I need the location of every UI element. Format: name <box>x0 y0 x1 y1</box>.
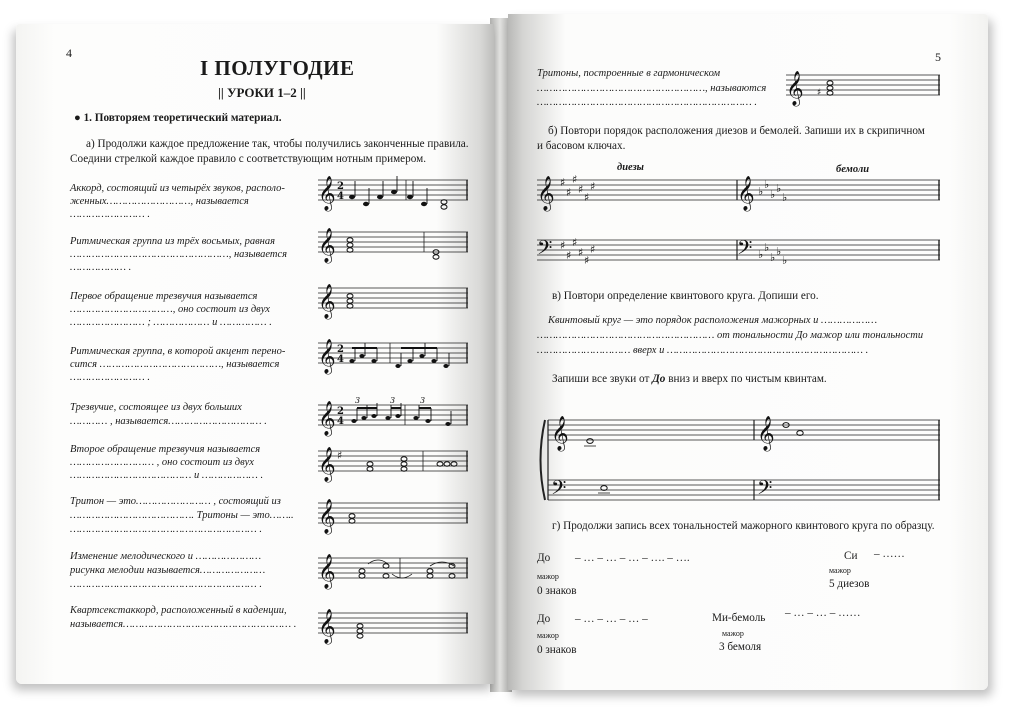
page-title: I ПОЛУГОДИЕ <box>200 56 355 80</box>
section-heading: ● 1. Повторяем теоретический материал. <box>74 112 282 124</box>
left-page-number: 4 <box>66 46 72 60</box>
row2-mode: мажор <box>537 631 559 640</box>
fifths-task-prefix: Запиши все звуки от <box>552 373 653 385</box>
treble-clef-icon: 𝄞 <box>318 609 336 644</box>
fifths-task-suffix: вниз и вверх по чистым квинтам. <box>665 373 827 385</box>
intro-line-1: а) Продолжи каждое предложение так, чтобы получились законченные правила. <box>86 138 469 150</box>
exercise-line: …………………………………………………… . <box>70 524 262 535</box>
exercise-line: …………………… . <box>70 372 150 383</box>
flat-icon: ♭ <box>782 191 788 204</box>
flats-label: бемоли <box>836 164 870 175</box>
treble-clef-icon: 𝄞 <box>318 176 336 211</box>
row2-mid-count: 3 бемоля <box>719 641 762 653</box>
row2-tail: – … – … – …… <box>785 607 861 619</box>
sharp-icon: ♯ <box>572 173 578 186</box>
tritone-line: ………………………………………………, называются <box>537 83 767 94</box>
treble-clef-icon: 𝄞 <box>318 401 336 436</box>
sharp-icon: ♯ <box>590 243 596 256</box>
exercise-line: сится …………………………………, называется <box>70 359 280 370</box>
sharps-label: диезы <box>617 162 644 173</box>
treble-clef-icon: 𝄞 <box>318 554 336 589</box>
exercise-line: …………………………………………………… . <box>70 579 262 590</box>
time-signature-top: 2 <box>337 406 344 417</box>
treble-clef-icon: 𝄞 <box>318 499 336 534</box>
exercise-line: Тритон — это…………………… , состоящий из <box>70 496 281 507</box>
sharp-icon: ♯ <box>578 183 584 196</box>
exercise-line: ……………………… , оно состоит из двух <box>70 457 254 468</box>
bass-clef-icon: 𝄢 <box>757 476 773 504</box>
flat-icon: ♭ <box>764 178 770 191</box>
row2-key: До <box>537 613 551 625</box>
exercise-line: Ритмическая группа из трёх восьмых, равная <box>70 236 276 247</box>
flat-icon: ♭ <box>782 254 788 267</box>
row2-blanks: – … – … – … – <box>575 613 648 625</box>
time-signature-top: 2 <box>337 344 344 355</box>
exercise-line: ……………………………………………, называется <box>70 249 288 260</box>
treble-clef-icon: 𝄞 <box>757 416 775 451</box>
exercise-line: Аккорд, состоящий из четырёх звуков, располо- <box>70 183 285 194</box>
row1-mode: мажор <box>537 572 559 581</box>
circle-definition-line: ………………………………………………… от тональности До мажор или тональности <box>537 330 924 341</box>
exercise-line: Изменение мелодического и ………………… <box>70 551 262 562</box>
exercise-line: ………………………………… и ……………… . <box>70 470 264 481</box>
circle-definition-line: ………………………… вверх и ……………………………………………………… . <box>537 345 869 356</box>
exercise-line: рисунка мелодии называется………………… <box>70 565 266 576</box>
sharp-icon: ♯ <box>566 249 572 262</box>
flat-icon: ♭ <box>770 188 776 201</box>
bass-clef-icon: 𝄢 <box>537 236 553 264</box>
section-heading-text: 1. Повторяем теоретический материал. <box>83 112 282 124</box>
row2-mid-mode: мажор <box>722 629 744 638</box>
exercise-line: …………………………………. Тритоны — это…….. <box>70 510 294 521</box>
intro-line-2: Соедини стрелкой каждое правило с соответствующим нотным примером. <box>70 153 426 165</box>
exercise-line: Ритмическая группа, в которой акцент перено- <box>70 346 286 357</box>
time-signature-top: 2 <box>337 181 344 192</box>
sharp-icon: ♯ <box>584 191 590 204</box>
exercise-line: Первое обращение трезвучия называется <box>70 291 258 302</box>
tritone-line: Тритоны, построенные в гармоническом <box>537 68 721 79</box>
task-b-line: и басовом ключах. <box>537 140 626 152</box>
treble-clef-icon: 𝄞 <box>537 176 555 211</box>
lesson-subtitle: || УРОКИ 1–2 || <box>218 85 306 100</box>
tritone-line: …………………………………………………………… . <box>537 97 757 108</box>
bass-clef-icon: 𝄢 <box>737 236 753 264</box>
exercise-line: называется……………………………………………… . <box>70 619 297 630</box>
flat-icon: ♭ <box>776 245 782 258</box>
triplet-mark: 3 <box>390 396 396 405</box>
sharp-icon: ♯ <box>584 254 590 267</box>
row1-end-count: 5 диезов <box>829 578 870 590</box>
sharp-icon: ♯ <box>566 186 572 199</box>
flat-icon: ♭ <box>770 251 776 264</box>
flat-icon: ♭ <box>758 248 764 261</box>
task-b-line: б) Повтори порядок расположения диезов и бемолей. Запиши их в скрипичном <box>548 125 925 137</box>
fifths-task-note: До <box>652 373 666 385</box>
treble-clef-icon: 𝄞 <box>318 339 336 374</box>
row1-blanks: – … – … – … – …. – …. <box>575 552 690 564</box>
sharp-icon: ♯ <box>572 236 578 249</box>
sharp-icon: ♯ <box>337 449 343 462</box>
flat-icon: ♭ <box>764 241 770 254</box>
row1-end-mode: мажор <box>829 566 851 575</box>
exercise-line: ……………………………, оно состоит из двух <box>70 304 270 315</box>
treble-clef-icon: 𝄞 <box>737 176 755 211</box>
exercise-line: Квартсекстаккорд, расположенный в каденции, <box>70 605 287 616</box>
time-signature-bottom: 4 <box>337 416 344 427</box>
task-v: в) Повтори определение квинтового круга. Допиши его. <box>552 290 819 302</box>
row1-count: 0 знаков <box>537 585 577 597</box>
task-g: г) Продолжи запись всех тональностей мажорного квинтового круга по образцу. <box>552 520 935 532</box>
treble-clef-icon: 𝄞 <box>318 284 336 319</box>
treble-clef-icon: 𝄞 <box>318 447 336 482</box>
staff <box>786 75 940 95</box>
exercise-line: …………………… . <box>70 209 150 220</box>
treble-clef-icon: 𝄞 <box>318 228 336 263</box>
row2-count: 0 знаков <box>537 644 577 656</box>
exercise-line: Второе обращение трезвучия называется <box>70 444 261 455</box>
treble-clef-icon: 𝄞 <box>551 416 569 451</box>
right-page-number: 5 <box>935 50 941 64</box>
exercise-line: ………… , называется………………………… . <box>70 416 267 427</box>
triplet-mark: 3 <box>420 396 426 405</box>
note-heads <box>584 81 833 493</box>
sharp-icon: ♯ <box>560 239 566 252</box>
row1-tail: – …… <box>874 548 905 560</box>
triplet-mark: 3 <box>355 396 361 405</box>
sharp-icon: ♯ <box>590 180 596 193</box>
row1-end-key: Си <box>844 550 858 562</box>
flat-icon: ♭ <box>776 182 782 195</box>
sharp-icon: ♯ <box>578 246 584 259</box>
flat-icon: ♭ <box>758 185 764 198</box>
sharp-icon: ♯ <box>817 88 822 98</box>
exercise-line: …………………… ; ……………… и …………… . <box>70 317 272 328</box>
time-signature-bottom: 4 <box>337 191 344 202</box>
bass-clef-icon: 𝄢 <box>551 476 567 504</box>
row1-key: До <box>537 552 551 564</box>
treble-clef-icon: 𝄞 <box>786 71 804 106</box>
exercise-line: Трезвучие, состоящее из двух больших <box>70 402 242 413</box>
exercise-line: ……………… . <box>70 262 132 273</box>
row2-mid-key: Ми-бемоль <box>712 612 766 624</box>
staff <box>548 420 940 440</box>
time-signature-bottom: 4 <box>337 354 344 365</box>
sharp-icon: ♯ <box>560 176 566 189</box>
exercise-line: женных………………………, называется <box>70 196 249 207</box>
circle-definition-line: Квинтовый круг — это порядок расположения мажорных и ……………… <box>548 315 878 326</box>
